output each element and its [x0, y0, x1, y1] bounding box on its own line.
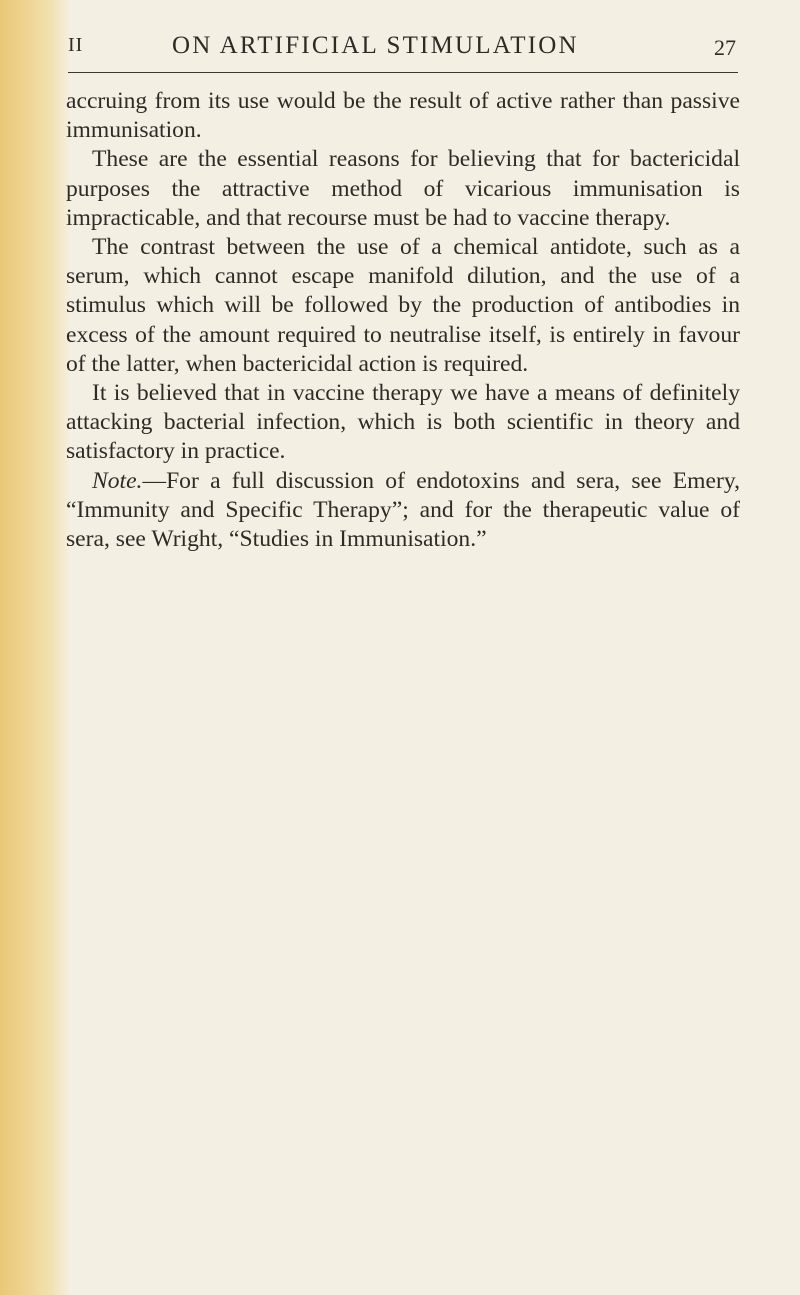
running-title: ON ARTIFICIAL STIMULATION [172, 32, 579, 59]
paragraph-essential-reasons: These are the essential reasons for believing that for bactericidal purposes the attractive method of vicarious immunisation is impracticable, and that recourse must be had to vaccine therapy. [66, 146, 740, 231]
page-number: 27 [714, 35, 736, 60]
paragraph-continued: accruing from its use would be the result of active rather than passive immunisation. [66, 88, 740, 144]
running-head [68, 32, 738, 73]
note-text: —For a full discussion of endotoxins and sera, see Emery, “Immunity and Specific Therapy”; and for the therapeutic value of sera, see Wright, “Studies in Immunisation.” [66, 467, 740, 553]
body-text [66, 87, 740, 554]
paragraph-contrast: The contrast between the use of a chemical antidote, such as a serum, which cannot escape manifold dilution, and the use of a stimulus which will be followed by the production of antibodies in excess of the amount required to neutralise itself, is entirely in favour of the latter, when bactericidal action is required. [66, 234, 740, 377]
note-label: Note. [92, 467, 143, 494]
chapter-number: II [68, 34, 84, 56]
note-paragraph [66, 467, 740, 555]
paragraph-vaccine-therapy: It is believed that in vaccine therapy we have a means of definitely attacking bacterial infection, which is both scientific in theory and satisfactory in practice. [66, 380, 740, 465]
